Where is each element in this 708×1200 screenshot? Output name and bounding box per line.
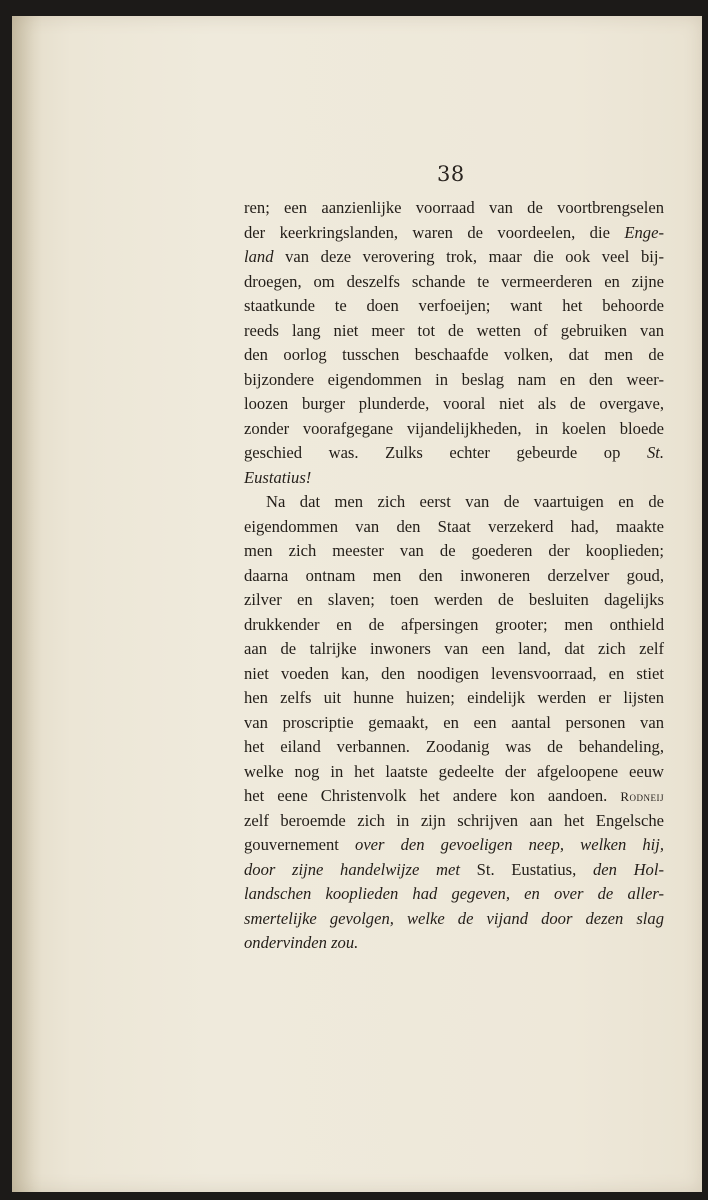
page-number: 38 [437, 162, 465, 186]
text-segment: aan de talrijke inwoners van een land, dat zich zelf [244, 639, 664, 658]
page-binding-edge [12, 16, 42, 1192]
text-segment: bijzondere eigendommen in beslag nam en den weer- [244, 369, 664, 389]
text-segment: drukkender en de afpersingen grooter; men onthield [244, 614, 664, 634]
text-segment: geschied was. Zulks echter gebeurde op [244, 443, 647, 462]
italic-text: smertelijke gevolgen, welke de vijand door dezen slag [244, 908, 664, 928]
text-segment: eigendommen van den Staat verzekerd had, maakte [244, 516, 664, 536]
text-line [244, 417, 664, 442]
text-segment: loozen burger plunderde, vooral niet als de overgave, [244, 394, 664, 413]
text-line [244, 221, 664, 246]
text-segment: der keerkringslanden, waren de voordeelen, die [244, 222, 625, 242]
smallcaps-name: Rodneij [620, 789, 664, 804]
text-line [244, 613, 664, 638]
text-line [244, 270, 664, 295]
text-line [244, 294, 664, 319]
text-segment: het eene Christenvolk het andere kon aandoen. [244, 786, 621, 805]
italic-text: den Hol- [592, 859, 664, 879]
text-line [244, 637, 664, 662]
text-line [244, 490, 664, 515]
italic-text: St. [646, 443, 664, 462]
text-segment: staatkunde te doen verfoeijen; want het behoorde [244, 296, 664, 315]
book-page [12, 16, 702, 1192]
text-line [244, 319, 664, 344]
text-segment: zonder voorafgegane vijandelijkheden, in koelen bloede [244, 418, 664, 438]
text-segment: van deze verovering trok, maar die ook veel bij- [273, 247, 664, 266]
text-segment: droegen, om deszelfs schande te vermeerderen en zijne [244, 271, 664, 291]
text-line [244, 907, 664, 932]
text-line [244, 784, 664, 809]
text-line [244, 368, 664, 393]
text-segment: men zich meester van de goederen der kooplieden; [244, 541, 664, 560]
text-segment: het eiland verbannen. Zoodanig was de behandeling, [244, 737, 664, 756]
text-segment: reeds lang niet meer tot de wetten of gebruiken van [244, 320, 664, 340]
text-segment: St. Eustatius, [459, 859, 593, 879]
italic-text: land [244, 247, 274, 266]
text-line [244, 833, 664, 858]
text-line [244, 441, 664, 466]
italic-text: ondervinden zou. [244, 933, 359, 952]
text-line [244, 858, 664, 883]
text-line [244, 686, 664, 711]
text-line [244, 711, 664, 736]
italic-text: Enge- [624, 222, 664, 242]
text-line [244, 196, 664, 221]
italic-text: Eustatius! [244, 467, 312, 487]
text-line [244, 515, 664, 540]
text-segment: van proscriptie gemaakt, en een aantal personen van [244, 712, 664, 732]
text-segment: gouvernement [244, 835, 356, 854]
text-segment: zilver en slaven; toen werden de besluiten dagelijks [244, 590, 664, 609]
italic-text: door zijne handelwijze met [244, 859, 460, 879]
text-segment: daarna ontnam men den inwoneren derzelver goud, [244, 565, 664, 585]
text-line [244, 539, 664, 564]
italic-text: landschen kooplieden had gegeven, en over de aller- [244, 884, 664, 903]
text-line [244, 588, 664, 613]
text-segment: hen zelfs uit hunne huizen; eindelijk werden er lijsten [244, 688, 664, 707]
text-line [244, 760, 664, 785]
text-line [244, 245, 664, 270]
text-line [244, 735, 664, 760]
text-line [244, 392, 664, 417]
text-line [244, 809, 664, 834]
text-segment: Na dat men zich eerst van de vaartuigen en de [266, 492, 664, 511]
text-segment: welke nog in het laatste gedeelte der afgeloopene eeuw [244, 761, 664, 781]
text-segment: zelf beroemde zich in zijn schrijven aan het Engelsche [244, 810, 664, 830]
text-segment: niet voeden kan, den noodigen levensvoorraad, en stiet [244, 663, 664, 683]
body-text [244, 196, 664, 956]
text-line [244, 564, 664, 589]
text-line [244, 931, 664, 956]
text-line [244, 882, 664, 907]
text-segment: den oorlog tusschen beschaafde volken, dat men de [244, 345, 664, 364]
text-line [244, 466, 664, 491]
italic-text: over den gevoeligen neep, welken hij, [355, 835, 664, 854]
text-line [244, 343, 664, 368]
text-segment: ren; een aanzienlijke voorraad van de voortbrengselen [244, 198, 664, 217]
text-line [244, 662, 664, 687]
